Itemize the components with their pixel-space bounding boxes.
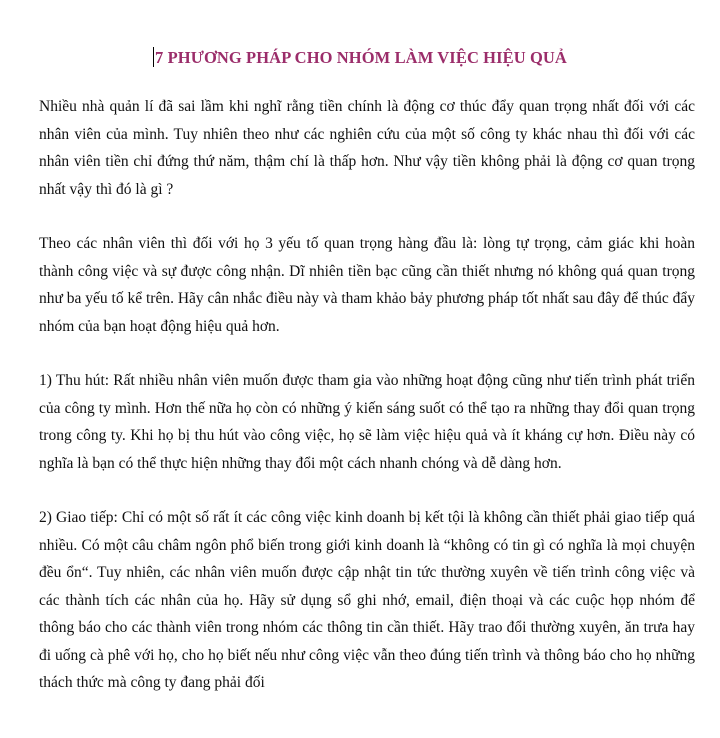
document-title: 7 PHƯƠNG PHÁP CHO NHÓM LÀM VIỆC HIỆU QUẢ [155,48,567,67]
document-title-line [0,47,720,68]
document-body [39,93,695,724]
paragraph-attraction: 1) Thu hút: Rất nhiều nhân viên muốn được tham gia vào những hoạt động cũng như tiến trình phát triển của công ty mình. Hơn thế nữa họ còn có những ý kiến sáng suốt có thể tạo ra những thay đổi quan trọng trong công ty. Khi họ bị thu hút vào công việc, họ sẽ làm việc hiệu quả và ít kháng cự hơn. Điều này có nghĩa là bạn có thể thực hiện những thay đổi một cách nhanh chóng và dễ dàng hơn. [39,372,695,472]
paragraph-factors: Theo các nhân viên thì đối với họ 3 yếu tố quan trọng hàng đầu là: lòng tự trọng, cảm giác khi hoàn thành công việc và sự được công nhận. Dĩ nhiên tiền bạc cũng cần thiết nhưng nó không quá quan trọng như ba yếu tố kể trên. Hãy cân nhắc điều này và tham khảo bảy phương pháp tốt nhất sau đây để thúc đẩy nhóm của bạn hoạt động hiệu quả hơn. [39,235,695,335]
paragraph-communication: 2) Giao tiếp: Chỉ có một số rất ít các công việc kinh doanh bị kết tội là không cần thiết phải giao tiếp quá nhiều. Có một câu châm ngôn phổ biến trong giới kinh doanh là “không có tin gì có nghĩa là mọi chuyện đều ổn“. Tuy nhiên, các nhân viên muốn được cập nhật tin tức thường xuyên về tiến trình công việc và các thành tích các nhân của họ. Hãy sử dụng sổ ghi nhớ, email, điện thoại và các cuộc họp nhóm để thông báo cho các thành viên trong nhóm các thông tin cần thiết. Hãy trao đổi thường xuyên, ăn trưa hay đi uống cà phê với họ, cho họ biết nếu như công việc vẫn theo đúng tiến trình và thông báo cho họ những thách thức mà công ty đang phải đối [39,509,695,691]
paragraph-intro: Nhiều nhà quản lí đã sai lầm khi nghĩ rằng tiền chính là động cơ thúc đẩy quan trọng nhất đối với các nhân viên của mình. Tuy nhiên theo như các nghiên cứu của một số công ty khác nhau thì đối với các nhân viên tiền chỉ đứng thứ năm, thậm chí là thấp hơn. Như vậy tiền không phải là động cơ quan trọng nhất vậy thì đó là gì ? [39,98,695,198]
text-cursor [153,47,154,67]
